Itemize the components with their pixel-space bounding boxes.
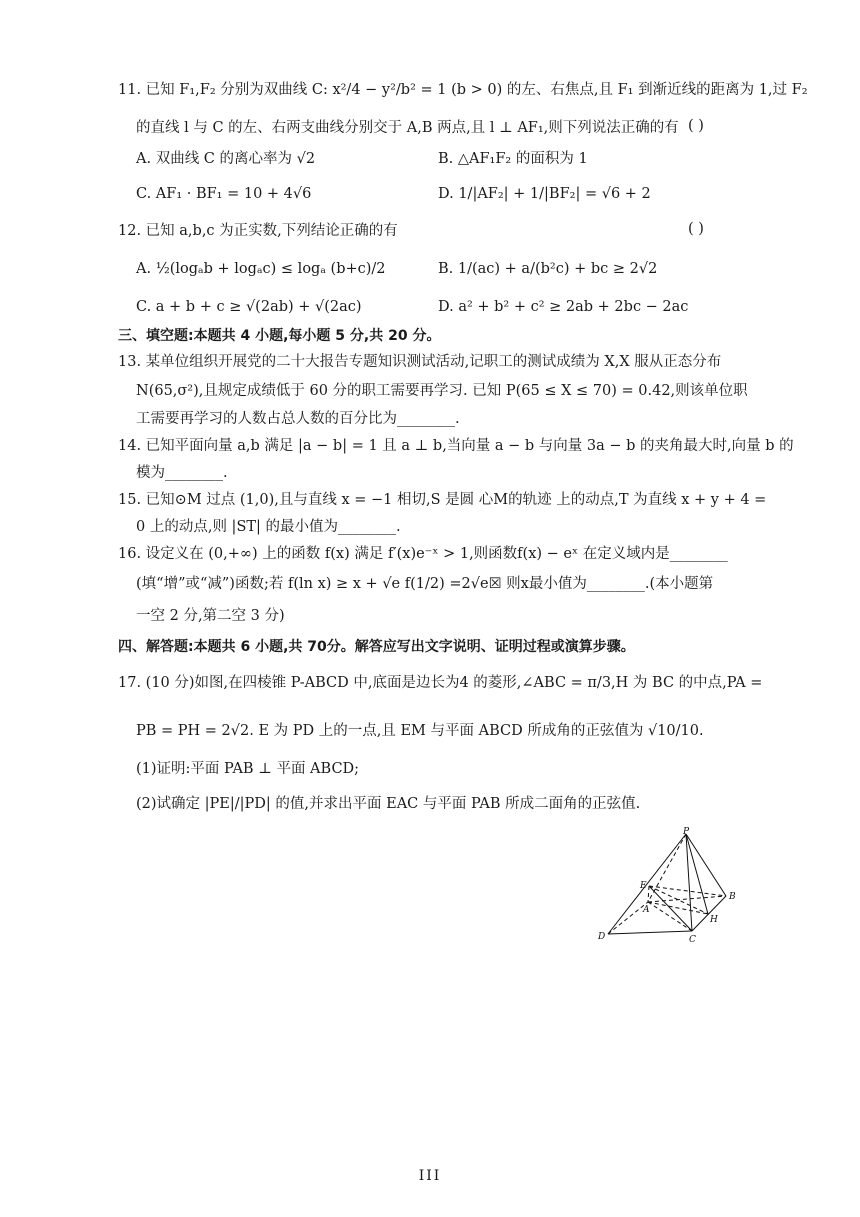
q14-line2: 模为________. — [136, 465, 228, 481]
q11-line2: 的直线 l 与 C 的左、右两支曲线分别交于 A,B 两点,且 l ⊥ AF₁,则下列说法正确的有 — [136, 120, 679, 136]
q11-choice-c: C. AF₁ · BF₁ = 10 + 4√6 — [136, 186, 312, 202]
q12-choice-d: D. a² + b² + c² ≥ 2ab + 2bc − 2ac — [438, 299, 689, 315]
edge-DA — [608, 902, 648, 934]
label-A: A — [643, 905, 650, 915]
q15-line1: 15. 已知⊙M 过点 (1,0),且与直线 x = −1 相切,S 是圆 心M的轨迹 上的动点,T 为直线 x + y + 4 = — [118, 492, 767, 508]
q11-choice-d: D. 1/|AF₂| + 1/|BF₂| = √6 + 2 — [438, 186, 651, 202]
label-P: P — [683, 827, 690, 837]
edge-DC — [608, 931, 692, 934]
edge-PC — [686, 834, 692, 931]
q11-answer-paren: ( ) — [688, 118, 704, 134]
label-D: D — [598, 932, 606, 942]
q11-choice-b: B. △AF₁F₂ 的面积为 1 — [438, 151, 588, 167]
page-number: III — [418, 1168, 442, 1184]
edge-PH — [686, 834, 708, 914]
q12-choice-c: C. a + b + c ≥ √(2ab) + √(2ac) — [136, 299, 362, 315]
q17-line1: 17. (10 分)如图,在四棱锥 P-ABCD 中,底面是边长为4 的菱形,∠ABC = π/3,H 为 BC 的中点,PA = — [118, 675, 763, 691]
edge-EA — [648, 886, 649, 902]
q14-line1: 14. 已知平面向量 a,b 满足 |a − b| = 1 且 a ⊥ b,当向量 a − b 与向量 3a − b 的夹角最大时,向量 b 的 — [118, 438, 794, 454]
q13-line1: 13. 某单位组织开展党的二十大报告专题知识测试活动,记职工的测试成绩为 X,X 服从正态分布 — [118, 354, 722, 370]
edge-CB — [692, 896, 726, 931]
q13-line2: N(65,σ²),且规定成绩低于 60 分的职工需要再学习. 已知 P(65 ≤ X ≤ 70) = 0.42,则该单位职 — [136, 383, 748, 399]
q17-part2: (2)试确定 |PE|/|PD| 的值,并求出平面 EAC 与平面 PAB 所成二面角的正弦值. — [136, 796, 641, 812]
q12-line1: 12. 已知 a,b,c 为正实数,下列结论正确的有 — [118, 223, 398, 239]
q16-line1: 16. 设定义在 (0,+∞) 上的函数 f(x) 满足 f′(x)e⁻ˣ > 1,则函数f(x) − eˣ 在定义域内是________ — [118, 546, 728, 562]
edge-PA — [648, 834, 686, 902]
section-solutions-heading: 四、解答题:本题共 6 小题,共 70分。解答应写出文字说明、证明过程或演算步骤。 — [118, 639, 635, 655]
q16-line2: (填“增”或“减”)函数;若 f(ln x) ≥ x + √e f(1/2) =2√e☒ 则x最小值为________.(本小题第 — [136, 576, 714, 592]
label-E: E — [640, 881, 647, 891]
q17-line2: PB = PH = 2√2. E 为 PD 上的一点,且 EM 与平面 ABCD 所成角的正弦值为 √10/10. — [136, 723, 704, 739]
q12-choice-a: A. ½(logₐb + logₐc) ≤ logₐ (b+c)/2 — [136, 261, 386, 277]
pyramid-figure — [596, 826, 756, 946]
label-H: H — [710, 915, 718, 925]
q12-answer-paren: ( ) — [688, 221, 704, 237]
edge-PB — [686, 834, 726, 896]
q17-part1: (1)证明:平面 PAB ⊥ 平面 ABCD; — [136, 761, 360, 777]
q16-line3: 一空 2 分,第二空 3 分) — [136, 608, 285, 624]
q11-choice-a: A. 双曲线 C 的离心率为 √2 — [136, 151, 316, 167]
q11-line1: 11. 已知 F₁,F₂ 分别为双曲线 C: x²/4 − y²/b² = 1 (b > 0) 的左、右焦点,且 F₁ 到渐近线的距离为 1,过 F₂ — [118, 82, 808, 98]
section-fill-in-heading: 三、填空题:本题共 4 小题,每小题 5 分,共 20 分。 — [118, 328, 441, 344]
label-C: C — [689, 935, 696, 945]
q12-choice-b: B. 1/(ac) + a/(b²c) + bc ≥ 2√2 — [438, 261, 658, 277]
edge-EB — [649, 886, 726, 896]
q13-line3: 工需要再学习的人数占总人数的百分比为________. — [136, 411, 460, 427]
q15-line2: 0 上的动点,则 |ST| 的最小值为________. — [136, 519, 401, 535]
edge-EC — [649, 886, 692, 931]
label-B: B — [729, 892, 736, 902]
